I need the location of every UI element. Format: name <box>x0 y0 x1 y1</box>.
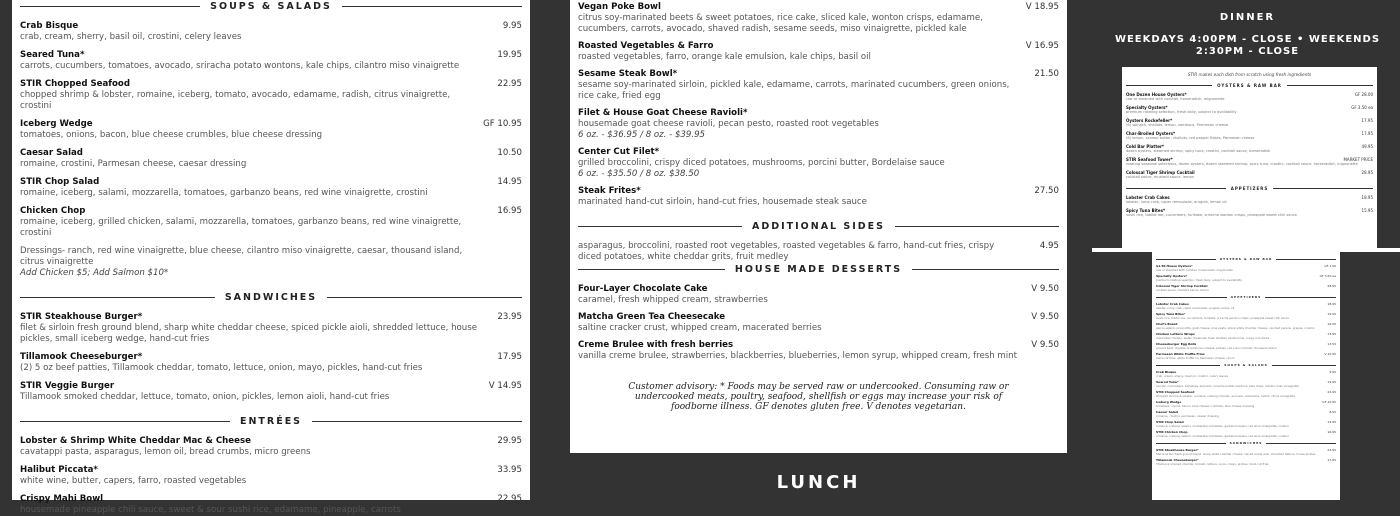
menu-item <box>1126 92 1373 102</box>
item-price: 14.95 <box>1327 420 1336 424</box>
item-description: carrots, cucumbers, tomatoes, avocado, sriracha potato wontons, kale chips, cilantro miso vinaigrette <box>20 61 460 71</box>
item-price: 18.95 <box>1327 302 1336 306</box>
menu-item <box>1156 380 1336 388</box>
item-name: Cold Bar Platter* <box>1126 144 1165 149</box>
menu-item <box>1156 284 1336 292</box>
item-name: Chicken Lettuce Wraps <box>1156 332 1195 336</box>
menu-item <box>1126 105 1373 115</box>
item-price: MARKET PRICE <box>1343 157 1373 162</box>
item-description: marinated hand-cut sirloin, hand-cut fries, housemade steak sauce <box>578 197 867 207</box>
item-name: STIR Steakhouse Burger* <box>1156 448 1199 452</box>
item-row <box>578 69 1059 80</box>
item-price: 18.95 <box>1361 195 1373 200</box>
section-header <box>1156 441 1336 445</box>
item-description: cocktail sauce, mustard sauce, lemon <box>1126 175 1194 179</box>
item-name: Chicken Chop <box>20 206 86 216</box>
item-price: GF 3.50 ea <box>1351 105 1373 110</box>
menu-item <box>20 494 522 516</box>
sides-item <box>578 241 1059 263</box>
menu-item <box>1156 302 1336 310</box>
menu-item <box>1156 312 1336 320</box>
item-name: $1.50 House Oysters* <box>1156 264 1193 268</box>
dinner-title: DINNER <box>1219 12 1276 23</box>
item-name: Roasted Vegetables & Farro <box>578 41 714 51</box>
item-row <box>20 465 522 476</box>
item-price: 9.95 <box>1329 370 1336 374</box>
item-description: cavatappi pasta, asparagus, lemon oil, bread crumbs, micro greens <box>20 447 311 457</box>
item-description: vanilla creme brulee, strawberries, blackberries, blueberries, lemon syrup, whipped cream, fresh mint <box>578 351 1017 361</box>
dinner-menu-preview[interactable] <box>1122 67 1377 248</box>
menu-item <box>1156 264 1336 272</box>
menu-item <box>20 436 522 458</box>
menu-item <box>1126 195 1373 205</box>
menu-item <box>20 312 522 345</box>
item-description: crab, cream, sherry, basil oil, crostini, celery leaves <box>20 32 242 42</box>
divider-line <box>1276 259 1336 260</box>
item-name: Lobster Crab Cakes <box>1156 302 1189 306</box>
menu-item <box>578 340 1059 362</box>
section-header <box>578 263 1059 275</box>
item-name: STIR Chopped Seafood <box>20 79 130 89</box>
item-row <box>20 494 522 505</box>
lunch-menu-page-right <box>570 0 1067 453</box>
section-header <box>1156 295 1336 299</box>
divider-line <box>912 269 1059 270</box>
item-name: STIR Steakhouse Burger* <box>20 312 143 322</box>
item-price: 19.95 <box>497 50 522 60</box>
item-description: genoa salami, prosciutto, goat cheese, pine pesto, sharp white cheddar cheese, candied pecans, grapes, crostini <box>1156 326 1315 330</box>
item-name: STIR Chopped Seafood <box>1156 390 1195 394</box>
entrees-continued <box>578 2 1059 208</box>
item-price: 19.95 <box>1327 380 1336 384</box>
divider-line <box>20 297 215 298</box>
item-price: GF 10.95 <box>1322 400 1336 404</box>
item-name: Halibut Piccata* <box>20 465 98 475</box>
item-description: romaine, iceberg, salami, mozzarella, tomatoes, garbanzo beans, red wine vinaigrette, crostini <box>1156 434 1289 438</box>
item-name: STIR Chop Salad <box>1156 420 1184 424</box>
item-price: 17.95 <box>1361 131 1373 136</box>
item-description: raw or steamed with cocktail, horseradish, mignonette <box>1156 268 1233 272</box>
item-description: dozen oysters, steamed shrimp, spicy tuna, crostini, cocktail sauce, horseradish <box>1126 149 1271 153</box>
section-header <box>20 291 522 303</box>
item-name: Center Cut Filet* <box>578 147 660 157</box>
menu-item <box>1156 390 1336 398</box>
item-name: STIR Chop Salad <box>20 177 100 187</box>
item-price: V 9.50 <box>1031 284 1059 294</box>
item-description: tomatoes, onions, bacon, blue cheese crumbles, blue cheese dressing <box>1156 404 1255 408</box>
item-price: 29.95 <box>497 436 522 446</box>
item-price: 17.95 <box>497 352 522 362</box>
menu-item <box>1126 170 1373 180</box>
menu-item <box>1156 410 1336 418</box>
item-row <box>20 206 522 217</box>
item-price: 22.95 <box>1327 390 1336 394</box>
section-header <box>20 415 522 427</box>
item-price: V 18.95 <box>1025 2 1059 12</box>
divider-line <box>1272 365 1336 366</box>
section-title: SANDWICHES <box>1229 441 1263 445</box>
item-name: Iceberg Wedge <box>1156 400 1182 404</box>
desserts-section <box>578 263 1059 362</box>
menu-item <box>1156 370 1336 378</box>
item-price: 49.95 <box>1361 144 1373 149</box>
item-row <box>578 108 1059 119</box>
menu-item <box>1156 352 1336 360</box>
menu-item <box>578 312 1059 334</box>
item-price: 14.95 <box>497 177 522 187</box>
item-description: Tillamook smoked cheddar, tomato, lettuce, onion, mayo, pickles, hand-cut fries <box>1156 462 1269 466</box>
item-price: GF 1.50 <box>1324 264 1336 268</box>
divider-line <box>1156 297 1227 298</box>
item-name: Chef's Board <box>1156 322 1178 326</box>
item-description: crab, cream, sherry, basil oil, crostini, celery leaves <box>1156 374 1229 378</box>
menu-item <box>578 147 1059 180</box>
item-name: Filet & House Goat Cheese Ravioli* <box>578 108 748 118</box>
item-description: grilled broccolini, crispy diced potatoes, mushrooms, porcini butter, Bordelaise sauce <box>578 158 945 168</box>
menu-item <box>578 41 1059 63</box>
menu-item <box>1156 430 1336 438</box>
menu-item <box>1126 144 1373 154</box>
item-price: GF 28.00 <box>1354 92 1373 97</box>
item-description: Tillamook smoked cheddar, lettuce, tomato, onion, pickles, lemon aioli, hand-cut fries <box>20 392 390 402</box>
section-title: OYSTERS & RAW BAR <box>1217 82 1282 88</box>
item-description: premium rotating selection, fresh daily, subject to availability <box>1126 110 1237 114</box>
sides-description: asparagus, broccolini, roasted root vegetables, roasted vegetables & farro, hand-cut fries, crispy diced potatoes, white cheddar grits, fruit medley <box>578 241 995 262</box>
divider-line <box>1156 365 1220 366</box>
item-name: STIR Seafood Tower* <box>1126 157 1173 162</box>
item-name: Matcha Green Tea Cheesecake <box>578 312 726 322</box>
menu-item <box>1156 420 1336 428</box>
menu-item <box>20 177 522 199</box>
section-title: HOUSE MADE DESSERTS <box>734 263 903 275</box>
menu-item <box>20 21 522 43</box>
item-name: Seared Tuna* <box>1156 380 1179 384</box>
tagline: STIR makes each dish from scratch using fresh ingredients <box>1187 72 1312 77</box>
item-name: Cheeseburger Egg Rolls <box>1156 342 1197 346</box>
dinner-hours-line2: 2:30PM - CLOSE <box>1195 46 1300 57</box>
item-description: (6) spinach, shallots, lemon, sambuca, Parmesan cheese <box>1126 123 1229 127</box>
divider-line <box>1126 85 1212 86</box>
item-description: romaine, iceberg, salami, mozzarella, tomatoes, garbanzo beans, red wine vinaigrette, crostini <box>20 188 428 198</box>
menu-item <box>20 206 522 239</box>
item-description: sesame soy-marinated sirloin, pickled kale, edamame, carrots, marinated cucumbers, green onions, rice cake, fried egg <box>578 80 1010 101</box>
menu-item <box>1156 448 1336 456</box>
item-price: 22.95 <box>497 79 522 89</box>
item-name: Char-Broiled Oysters* <box>1126 131 1176 136</box>
menu-item <box>1156 400 1336 408</box>
menu-item <box>20 148 522 170</box>
item-description: chopped shrimp & lobster, romaine, iceberg, tomato, avocado, edamame, radish, citrus vinaigrette <box>1156 394 1296 398</box>
item-name: Caesar Salad <box>20 148 83 158</box>
menu-item <box>20 119 522 141</box>
divider-line <box>1287 85 1373 86</box>
item-price: GF 3.50 ea <box>1319 274 1336 278</box>
item-price: 23.95 <box>1327 448 1336 452</box>
item-price: V 14.95 <box>488 381 522 391</box>
item-price: 22.95 <box>497 494 522 504</box>
divider-line <box>1126 188 1226 189</box>
section-header <box>1156 257 1336 261</box>
item-note: 6 oz. - $36.95 / 8 oz. - $39.95 <box>578 130 706 140</box>
divider-line <box>20 421 230 422</box>
item-description: filet & sirloin fresh ground blend, sharp white cheddar cheese, spiced pickle aioli, shredded lettuce, house pickles <box>1156 452 1316 456</box>
item-price: 13.95 <box>1327 332 1336 336</box>
section-title: APPETIZERS <box>1230 295 1262 299</box>
item-price: 17.95 <box>1327 458 1336 462</box>
item-price: 9.95 <box>502 21 522 31</box>
divider-line <box>327 297 522 298</box>
item-name: Caesar Salad <box>1156 410 1178 414</box>
lunch-title: LUNCH <box>776 472 861 493</box>
menu-item <box>578 108 1059 141</box>
item-row <box>578 186 1059 197</box>
section-title: SOUPS & SALADS <box>210 0 332 12</box>
item-description: (6) lemon, scampi butter, shallots, red pepper flakes, Parmesan cheese <box>1126 136 1255 140</box>
divider-line <box>1156 443 1226 444</box>
item-name: Spicy Tuna Bites* <box>1156 312 1186 316</box>
item-description: romaine, crostini, Parmesan cheese, caesar dressing <box>20 159 247 169</box>
item-description: romaine, crostini, parmesan, caesar dressing <box>1156 414 1220 418</box>
item-price: 15.95 <box>1327 312 1336 316</box>
section-title: APPETIZERS <box>1230 185 1269 191</box>
item-description: sushi rice, tobiko roe, cucumbers, furikake, sriracha wonton crisps, pineapple sweet chili sauce <box>1126 213 1297 217</box>
item-row <box>20 21 522 32</box>
item-row <box>20 352 522 363</box>
item-description: romaine, iceberg, salami, mozzarella, tomatoes, garbanzo beans, red wine vinaigrette, crostini <box>1156 424 1289 428</box>
item-name: Crispy Mahi Bowl <box>20 494 104 504</box>
item-row <box>20 177 522 188</box>
menu-item <box>20 50 522 72</box>
item-name: Lobster & Shrimp White Cheddar Mac & Cheese <box>20 436 251 446</box>
item-price: 21.50 <box>1034 69 1059 79</box>
item-name: Crab Bisque <box>1156 370 1177 374</box>
item-name: Specialty Oysters* <box>1156 274 1188 278</box>
menu-item <box>20 246 522 279</box>
item-description: housemade goat cheese ravioli, pecan pesto, roasted root vegetables <box>578 119 879 129</box>
item-name: Steak Frites* <box>578 186 641 196</box>
item-description: hand-cut fries, white truffle oil, Parmesan cheese, ranch <box>1156 356 1235 360</box>
item-description: housemade pineapple chili sauce, sweet & sour sushi rice, edamame, pineapple, carrots <box>20 505 401 515</box>
item-name: Iceberg Wedge <box>20 119 93 129</box>
item-price: 8.95 <box>1329 410 1336 414</box>
item-description: (2) 5 oz beef patties, Tillamook cheddar, tomato, lettuce, onion, mayo, pickles, hand-cut fries <box>20 363 423 373</box>
item-description: romaine, iceberg, grilled chicken, salami, mozzarella, tomatoes, garbanzo beans, red wine vinaigrette, crostini <box>20 217 462 238</box>
section-title: OYSTERS & RAW BAR <box>1219 257 1273 261</box>
item-name: Tillamook Cheeseburger* <box>20 352 143 362</box>
item-description: carrots, cucumbers, tomatoes, avocado, sriracha potato wontons, kale chips, cilantro miso vinaigrette <box>1156 384 1299 388</box>
item-description: chopped shrimp & lobster, romaine, iceberg, tomato, avocado, edamame, radish, citrus vinaigrette, crostini <box>20 90 451 111</box>
item-row <box>20 50 522 61</box>
item-price: 10.50 <box>497 148 522 158</box>
item-name: Seared Tuna* <box>20 50 85 60</box>
item-description: filet & sirloin fresh ground blend, sharp white cheddar cheese, spiced pickle aioli, shredded lettuce, house pickles, small iceberg wedge, hand-cut fries <box>20 323 478 344</box>
item-name: Vegan Poke Bowl <box>578 2 661 12</box>
item-name: Four-Layer Chocolate Cake <box>578 284 708 294</box>
menu-item <box>1156 458 1336 466</box>
item-row <box>578 312 1059 323</box>
item-price: V 16.95 <box>1025 41 1059 51</box>
menu-item <box>1126 118 1373 128</box>
menu-item <box>20 352 522 374</box>
item-name: Colossal Tiger Shrimp Cocktail <box>1156 284 1208 288</box>
item-price: GF 10.95 <box>483 119 522 129</box>
divider-line <box>1273 188 1373 189</box>
item-description: saltine cracker crust, whipped cream, macerated berries <box>578 323 822 333</box>
menu-item <box>1126 131 1373 141</box>
divider-line <box>20 6 200 7</box>
lunch-menu-page-left <box>12 0 530 515</box>
item-price: V 10.95 <box>1324 352 1336 356</box>
divider-line <box>1265 297 1336 298</box>
section-title: SOUPS & SALADS <box>1224 363 1268 367</box>
divider-line <box>578 269 725 270</box>
item-row <box>20 312 522 323</box>
item-row <box>20 148 522 159</box>
item-description: rotating seasonal selections, dozen oysters, dozen steamed shrimp, spicy tuna, crostini, cocktail sauce, horseradish, mignonette <box>1126 162 1358 166</box>
menu-item <box>578 2 1059 35</box>
item-price: 27.50 <box>1034 186 1059 196</box>
section-title: ENTRÉES <box>239 415 303 427</box>
menu-item <box>20 465 522 487</box>
item-price: V 9.50 <box>1031 340 1059 350</box>
item-price: 17.95 <box>1361 118 1373 123</box>
divider-line <box>1266 443 1336 444</box>
menu-item <box>20 79 522 112</box>
item-description: ground beef, cheddar & American cheese, pickles, red onion, tomato, thousand island <box>1156 346 1277 350</box>
item-name: Sesame Steak Bowl* <box>578 69 678 79</box>
item-row <box>578 340 1059 351</box>
item-name: Spicy Tuna Bites* <box>1126 208 1166 213</box>
item-description: tomatoes, onions, bacon, blue cheese crumbles, blue cheese dressing <box>20 130 323 140</box>
item-row <box>20 381 522 392</box>
item-price: 33.95 <box>497 465 522 475</box>
item-row <box>20 79 522 90</box>
item-name: Creme Brulee with fresh berries <box>578 340 734 350</box>
item-name: Crab Bisque <box>20 21 79 31</box>
item-price: 16.95 <box>1327 322 1336 326</box>
item-name: Lobster Crab Cakes <box>1126 195 1170 200</box>
menu-thumbnail[interactable] <box>1152 252 1340 500</box>
section-header <box>1156 363 1336 367</box>
menu-item <box>1156 342 1336 350</box>
sides-price: 4.95 <box>1039 241 1059 251</box>
item-description: raw or steamed with cocktail, horseradish, mignonette <box>1126 97 1225 101</box>
item-row <box>578 41 1059 52</box>
item-row <box>578 284 1059 295</box>
item-name: Colossal Tiger Shrimp Cocktail <box>1126 170 1195 175</box>
item-row <box>20 119 522 130</box>
item-description: citrus soy-marinated beets & sweet potatoes, rice cake, sliced kale, wonton crisps, edamame, cucumbers, carrots, avocado, shaved radish, sesame seeds, miso vinaigrette, pickled kale <box>578 13 983 34</box>
menu-item <box>20 381 522 403</box>
item-note: 6 oz. - $35.50 / 8 oz. $38.50 <box>578 169 700 179</box>
item-price: 15.95 <box>1361 208 1373 213</box>
dinner-hours-line1: WEEKDAYS 4:00PM - CLOSE • WEEKENDS <box>1114 34 1381 45</box>
item-row <box>20 436 522 447</box>
item-name: STIR Chicken Chop <box>1156 430 1188 434</box>
item-description: Dressings- ranch, red wine vinaigrette, blue cheese, cilantro miso vinaigrette, caesar, thousand island, citrus vinaigrette <box>20 246 463 267</box>
item-name: Parmesan White Truffle Fries <box>1156 352 1205 356</box>
menu-item <box>1126 208 1373 218</box>
menu-item <box>578 284 1059 306</box>
item-price: 28.95 <box>1361 170 1373 175</box>
divider-line <box>312 421 522 422</box>
item-row <box>578 147 1059 158</box>
section-header-sides <box>578 220 1059 232</box>
divider-line <box>342 6 522 7</box>
section-title: SANDWICHES <box>224 291 318 303</box>
menu-item <box>578 69 1059 102</box>
customer-advisory: Customer advisory: * Foods may be served raw or undercooked. Consuming raw or undercooked meats, poultry, seafood, shellfish or eggs may increase your risk of foodborne illness. GF denotes gluten free. V denotes vegetarian. <box>628 382 1009 412</box>
item-name: One Dozen House Oysters* <box>1126 92 1187 97</box>
item-note: Add Chicken $5; Add Salmon $10* <box>20 268 169 278</box>
item-price: 16.95 <box>497 206 522 216</box>
item-name: Tillamook Cheeseburger* <box>1156 458 1199 462</box>
item-price: 28.95 <box>1327 284 1336 288</box>
item-price: 13.50 <box>1327 342 1336 346</box>
divider-line <box>1156 259 1216 260</box>
menu-item <box>1156 322 1336 330</box>
menu-item <box>1156 274 1336 282</box>
section-header <box>20 0 522 12</box>
menu-item <box>1126 157 1373 167</box>
item-name: STIR Veggie Burger <box>20 381 115 391</box>
menu-item <box>1156 332 1336 340</box>
menu-item <box>578 186 1059 208</box>
item-row <box>578 2 1059 13</box>
item-price: V 9.50 <box>1031 312 1059 322</box>
section-header <box>1126 82 1373 88</box>
item-description: roasted vegetables, farro, orange kale emulsion, kale chips, basil oil <box>578 52 871 62</box>
item-name: Oysters Rockefeller* <box>1126 118 1173 123</box>
item-description: sushi rice, tobiko roe, cucumbers, furikake, sriracha wonton crisps, pineapple sweet chili sauce <box>1156 316 1290 320</box>
item-description: lobster, lump crab, caper remoulade, arugula, lemon oil <box>1156 306 1235 310</box>
item-price: 23.95 <box>497 312 522 322</box>
item-description: premium rotating selection, fresh daily, subject to availability <box>1156 278 1243 282</box>
item-description: lobster, lump crab, caper remoulade, arugula, lemon oil <box>1126 200 1227 204</box>
item-description: white wine, butter, capers, farro, roasted vegetables <box>20 476 247 486</box>
item-description: caramel, fresh whipped cream, strawberries <box>578 295 768 305</box>
section-header <box>1126 185 1373 191</box>
item-price: 16.95 <box>1327 430 1336 434</box>
item-description: marinated chicken, water chestnuts, fresh shiitake mushrooms, crispy rice sticks <box>1156 336 1270 340</box>
item-name: Specialty Oysters* <box>1126 105 1168 110</box>
section-title: ADDITIONAL SIDES <box>752 220 886 232</box>
item-description: cocktail sauce, mustard sauce, lemon <box>1156 288 1209 292</box>
